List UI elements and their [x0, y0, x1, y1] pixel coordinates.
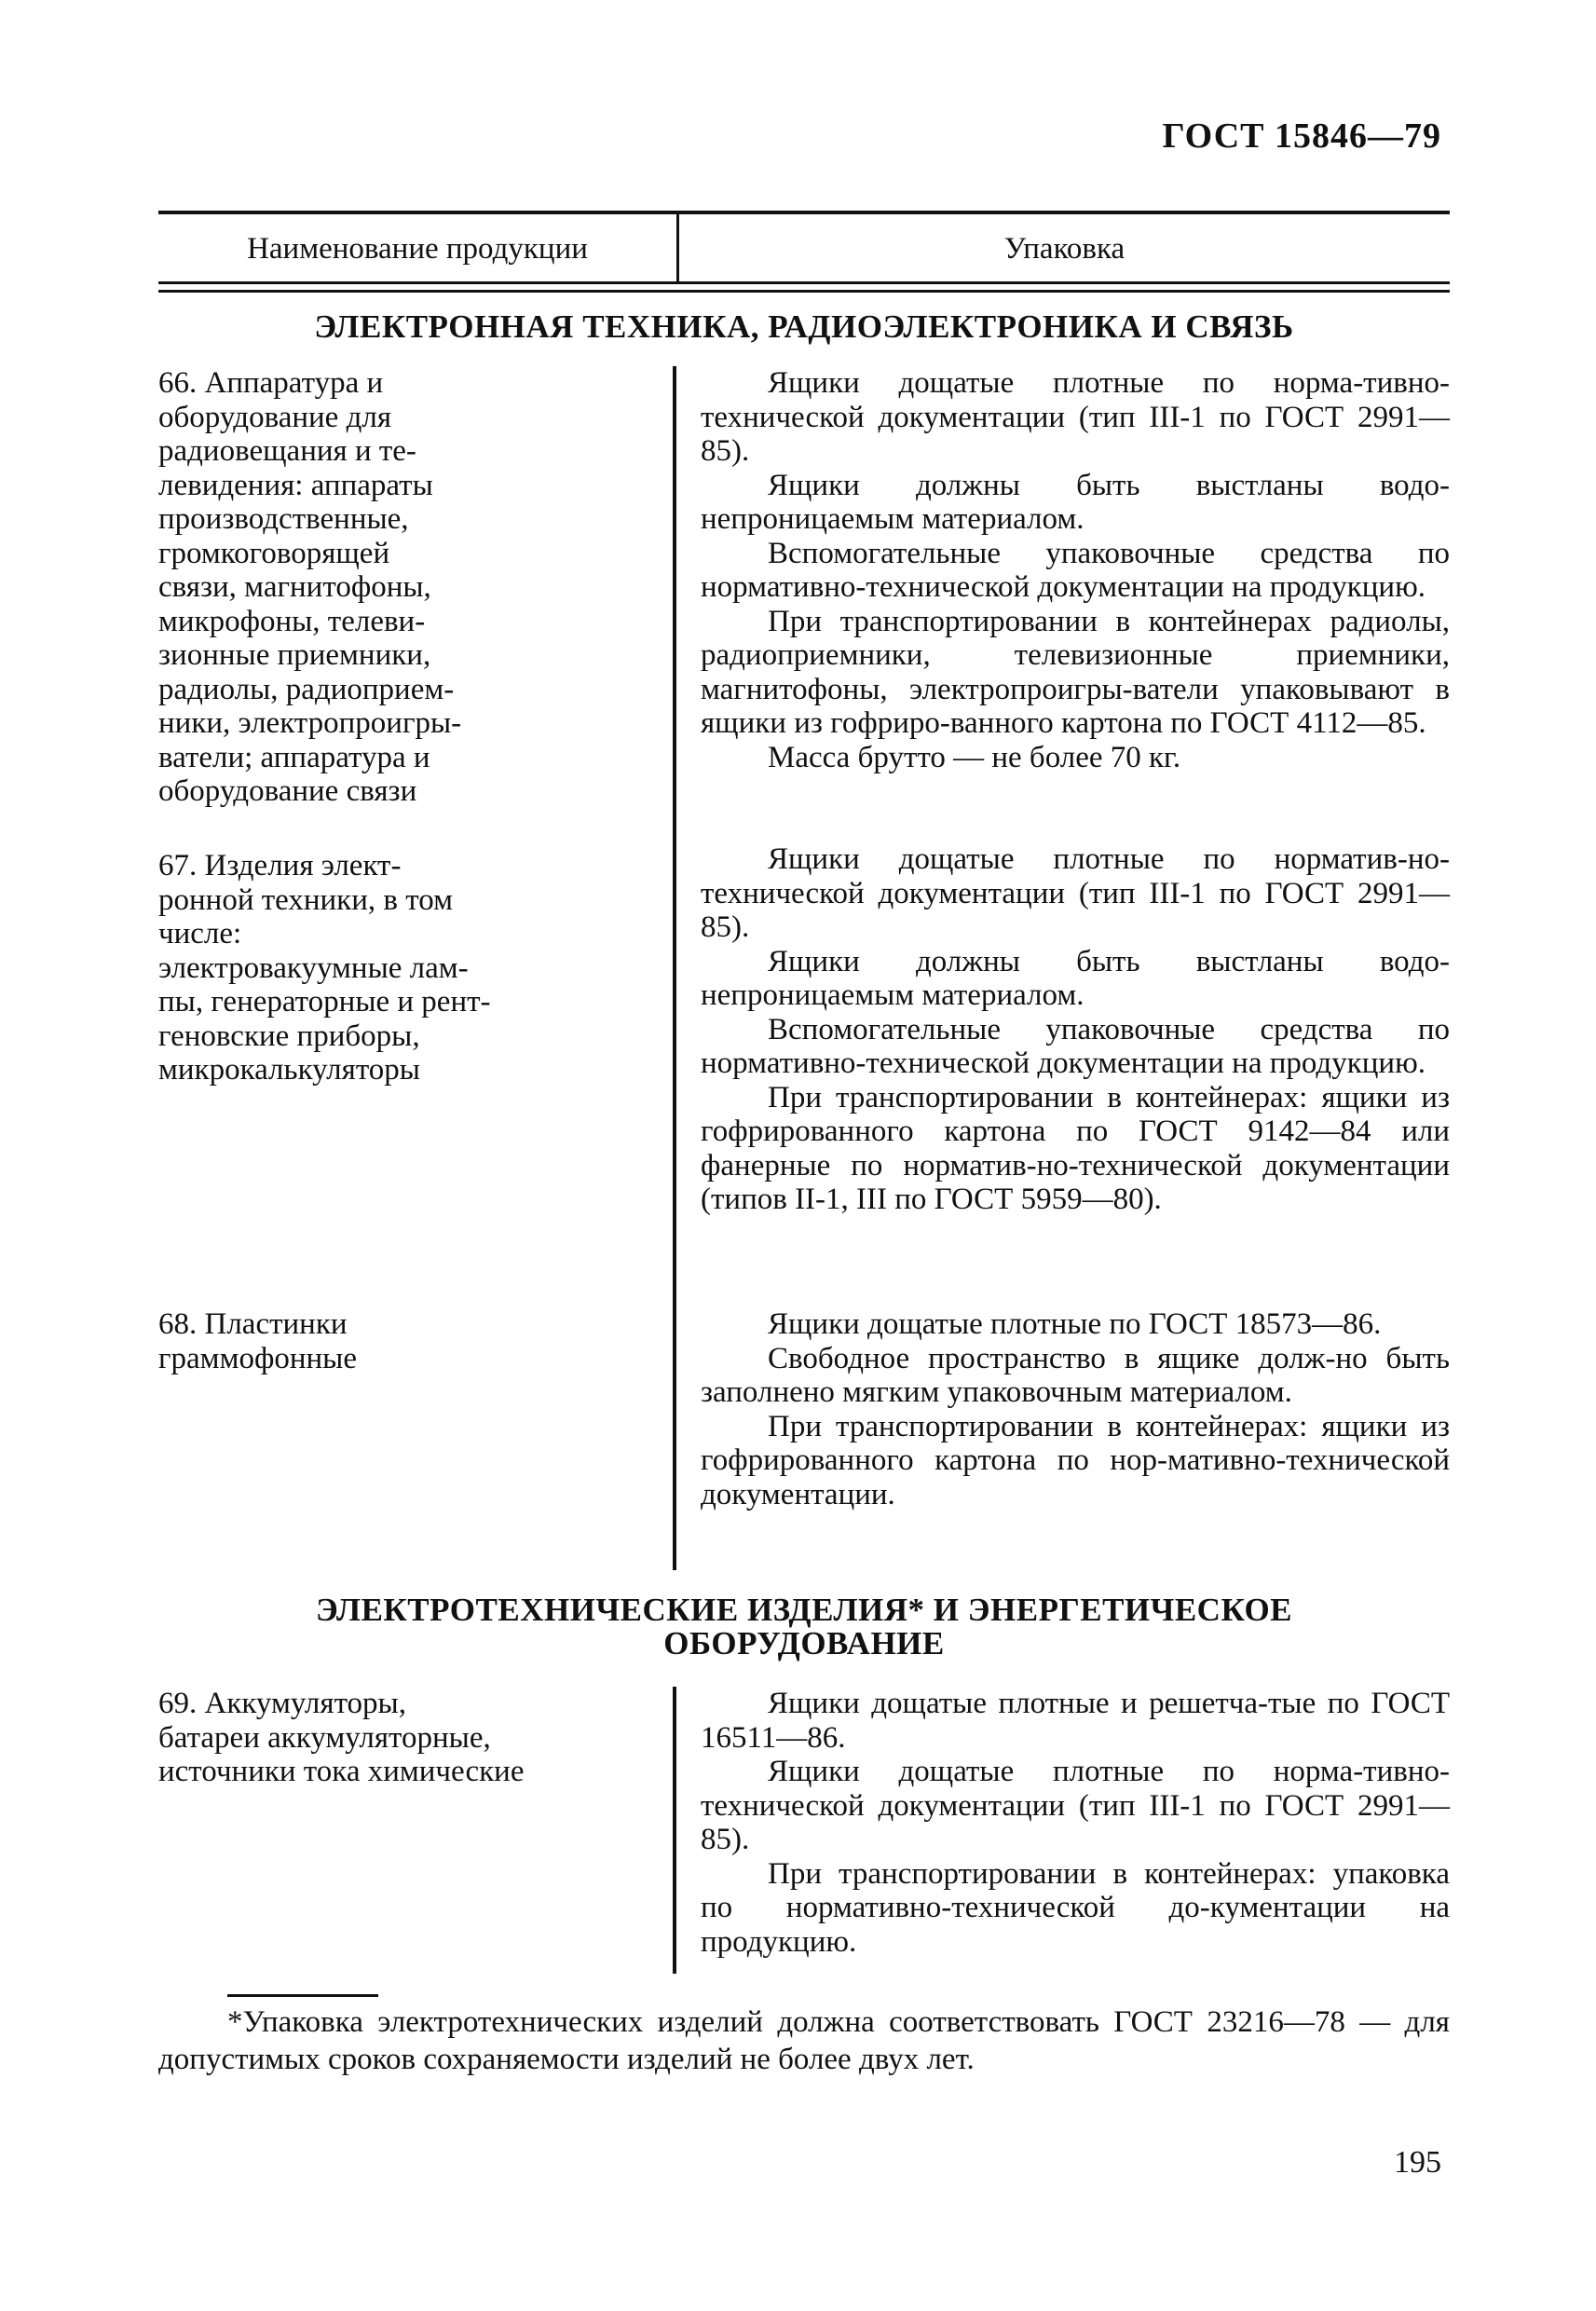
product-name: 69. Аккумуляторы, батареи аккумуляторные, источники тока химические	[158, 1687, 525, 1788]
column-divider	[673, 366, 676, 1570]
packaging-paragraph: Вспомогательные упаковочные средства по нормативно-технической документации на продукцию.	[701, 536, 1450, 604]
packaging-cell-68	[701, 1307, 1450, 1511]
product-cell-67	[158, 849, 634, 1121]
packaging-paragraph: Ящики дощатые плотные и решетча-тые по ГОСТ 16511—86.	[701, 1687, 1450, 1755]
table-row-group-electronics	[158, 366, 1450, 1570]
packaging-paragraph: При транспортировании в контейнерах: ящики из гофрированного картона по ГОСТ 9142—84 или фанерные по норматив-но-технической документации (типов II-1, III по ГОСТ 5959—80).	[701, 1080, 1450, 1216]
page-number: 195	[1394, 2145, 1441, 2180]
product-name: 68. Пластинки граммофонные	[158, 1307, 357, 1375]
packaging-paragraph: Ящики дощатые плотные по норма-тивно-технической документации (тип III-1 по ГОСТ 2991—85).	[701, 1755, 1450, 1856]
product-cell-68	[158, 1307, 634, 1409]
section-title-text: ЭЛЕКТРОННАЯ ТЕХНИКА, РАДИОЭЛЕКТРОНИКА И СВЯЗЬ	[314, 308, 1294, 345]
section-title-text-line2: ОБОРУДОВАНИЕ	[663, 1625, 945, 1661]
packaging-paragraph: Ящики должны быть выстланы водо-непроницаемым материалом.	[701, 944, 1450, 1012]
product-name: 67. Изделия элект- ронной техники, в том числе: электровакуумные лам- пы, генераторные и рент- геновские приборы, микрокалькуляторы	[158, 849, 491, 1087]
table-row-69	[158, 1687, 1450, 1974]
product-name: 66. Аппаратура и оборудование для радиовещания и те- левидения: аппараты производственные, громкоговорящей связи, магнитофоны, микрофоны, телеви- зионные приемники, радиолы, радиоприем- ники, электропроигры- ватели; аппаратура и оборудование связи	[158, 366, 462, 808]
packaging-paragraph: Ящики дощатые плотные по ГОСТ 18573—86.	[768, 1307, 1382, 1341]
section-title-electrotechnical	[158, 1593, 1450, 1661]
packaging-cell-67	[701, 842, 1450, 1217]
column-divider	[673, 1687, 676, 1974]
packaging-paragraph: Ящики дощатые плотные по норматив-но-технической документации (тип III-1 по ГОСТ 2991—85).	[701, 842, 1450, 944]
column-header-product: Наименование продукции	[247, 231, 588, 266]
section-title-electronics	[158, 310, 1450, 344]
document-header: ГОСТ 15846—79	[1162, 116, 1441, 156]
packaging-paragraph: Ящики должны быть выстланы водо-непроницаемым материалом.	[701, 468, 1450, 536]
footnote: *Упаковка электротехнических изделий должна соответствовать ГОСТ 23216—78 — для допустимых сроков сохраняемости изделий не более двух лет.	[158, 2005, 1450, 2076]
packaging-paragraph: При транспортировании в контейнерах радиолы, радиоприемники, телевизионные приемники, магнитофоны, электропроигры-ватели упаковывают в ящики из гофриро-ванного картона по ГОСТ 4112—85.	[701, 604, 1450, 740]
packaging-cell-69	[701, 1687, 1450, 1959]
header-double-rule	[158, 281, 1450, 293]
footnote-separator	[227, 1994, 378, 1997]
table-header	[158, 211, 1450, 293]
packaging-paragraph: При транспортировании в контейнерах: упаковка по нормативно-технической до-кументации на продукцию.	[701, 1856, 1450, 1959]
packaging-paragraph: При транспортировании в контейнерах: ящики из гофрированного картона по нор-мативно-технической документации.	[701, 1409, 1450, 1511]
product-cell-69	[158, 1687, 634, 1823]
packaging-paragraph: Вспомогательные упаковочные средства по нормативно-технической документации на продукцию.	[701, 1012, 1450, 1080]
product-cell-66	[158, 366, 634, 842]
section-title-text: ЭЛЕКТРОТЕХНИЧЕСКИЕ ИЗДЕЛИЯ* И ЭНЕРГЕТИЧЕСКОЕ	[315, 1592, 1293, 1628]
packaging-paragraph: Ящики дощатые плотные по норма-тивно-технической документации (тип III-1 по ГОСТ 2991—85).	[701, 366, 1450, 468]
packaging-paragraph: Свободное пространство в ящике долж-но быть заполнено мягким упаковочным материалом.	[701, 1341, 1450, 1409]
packaging-paragraph: Масса брутто — не более 70 кг.	[768, 740, 1181, 774]
column-header-packaging: Упаковка	[1003, 231, 1125, 266]
packaging-cell-66	[701, 366, 1450, 774]
